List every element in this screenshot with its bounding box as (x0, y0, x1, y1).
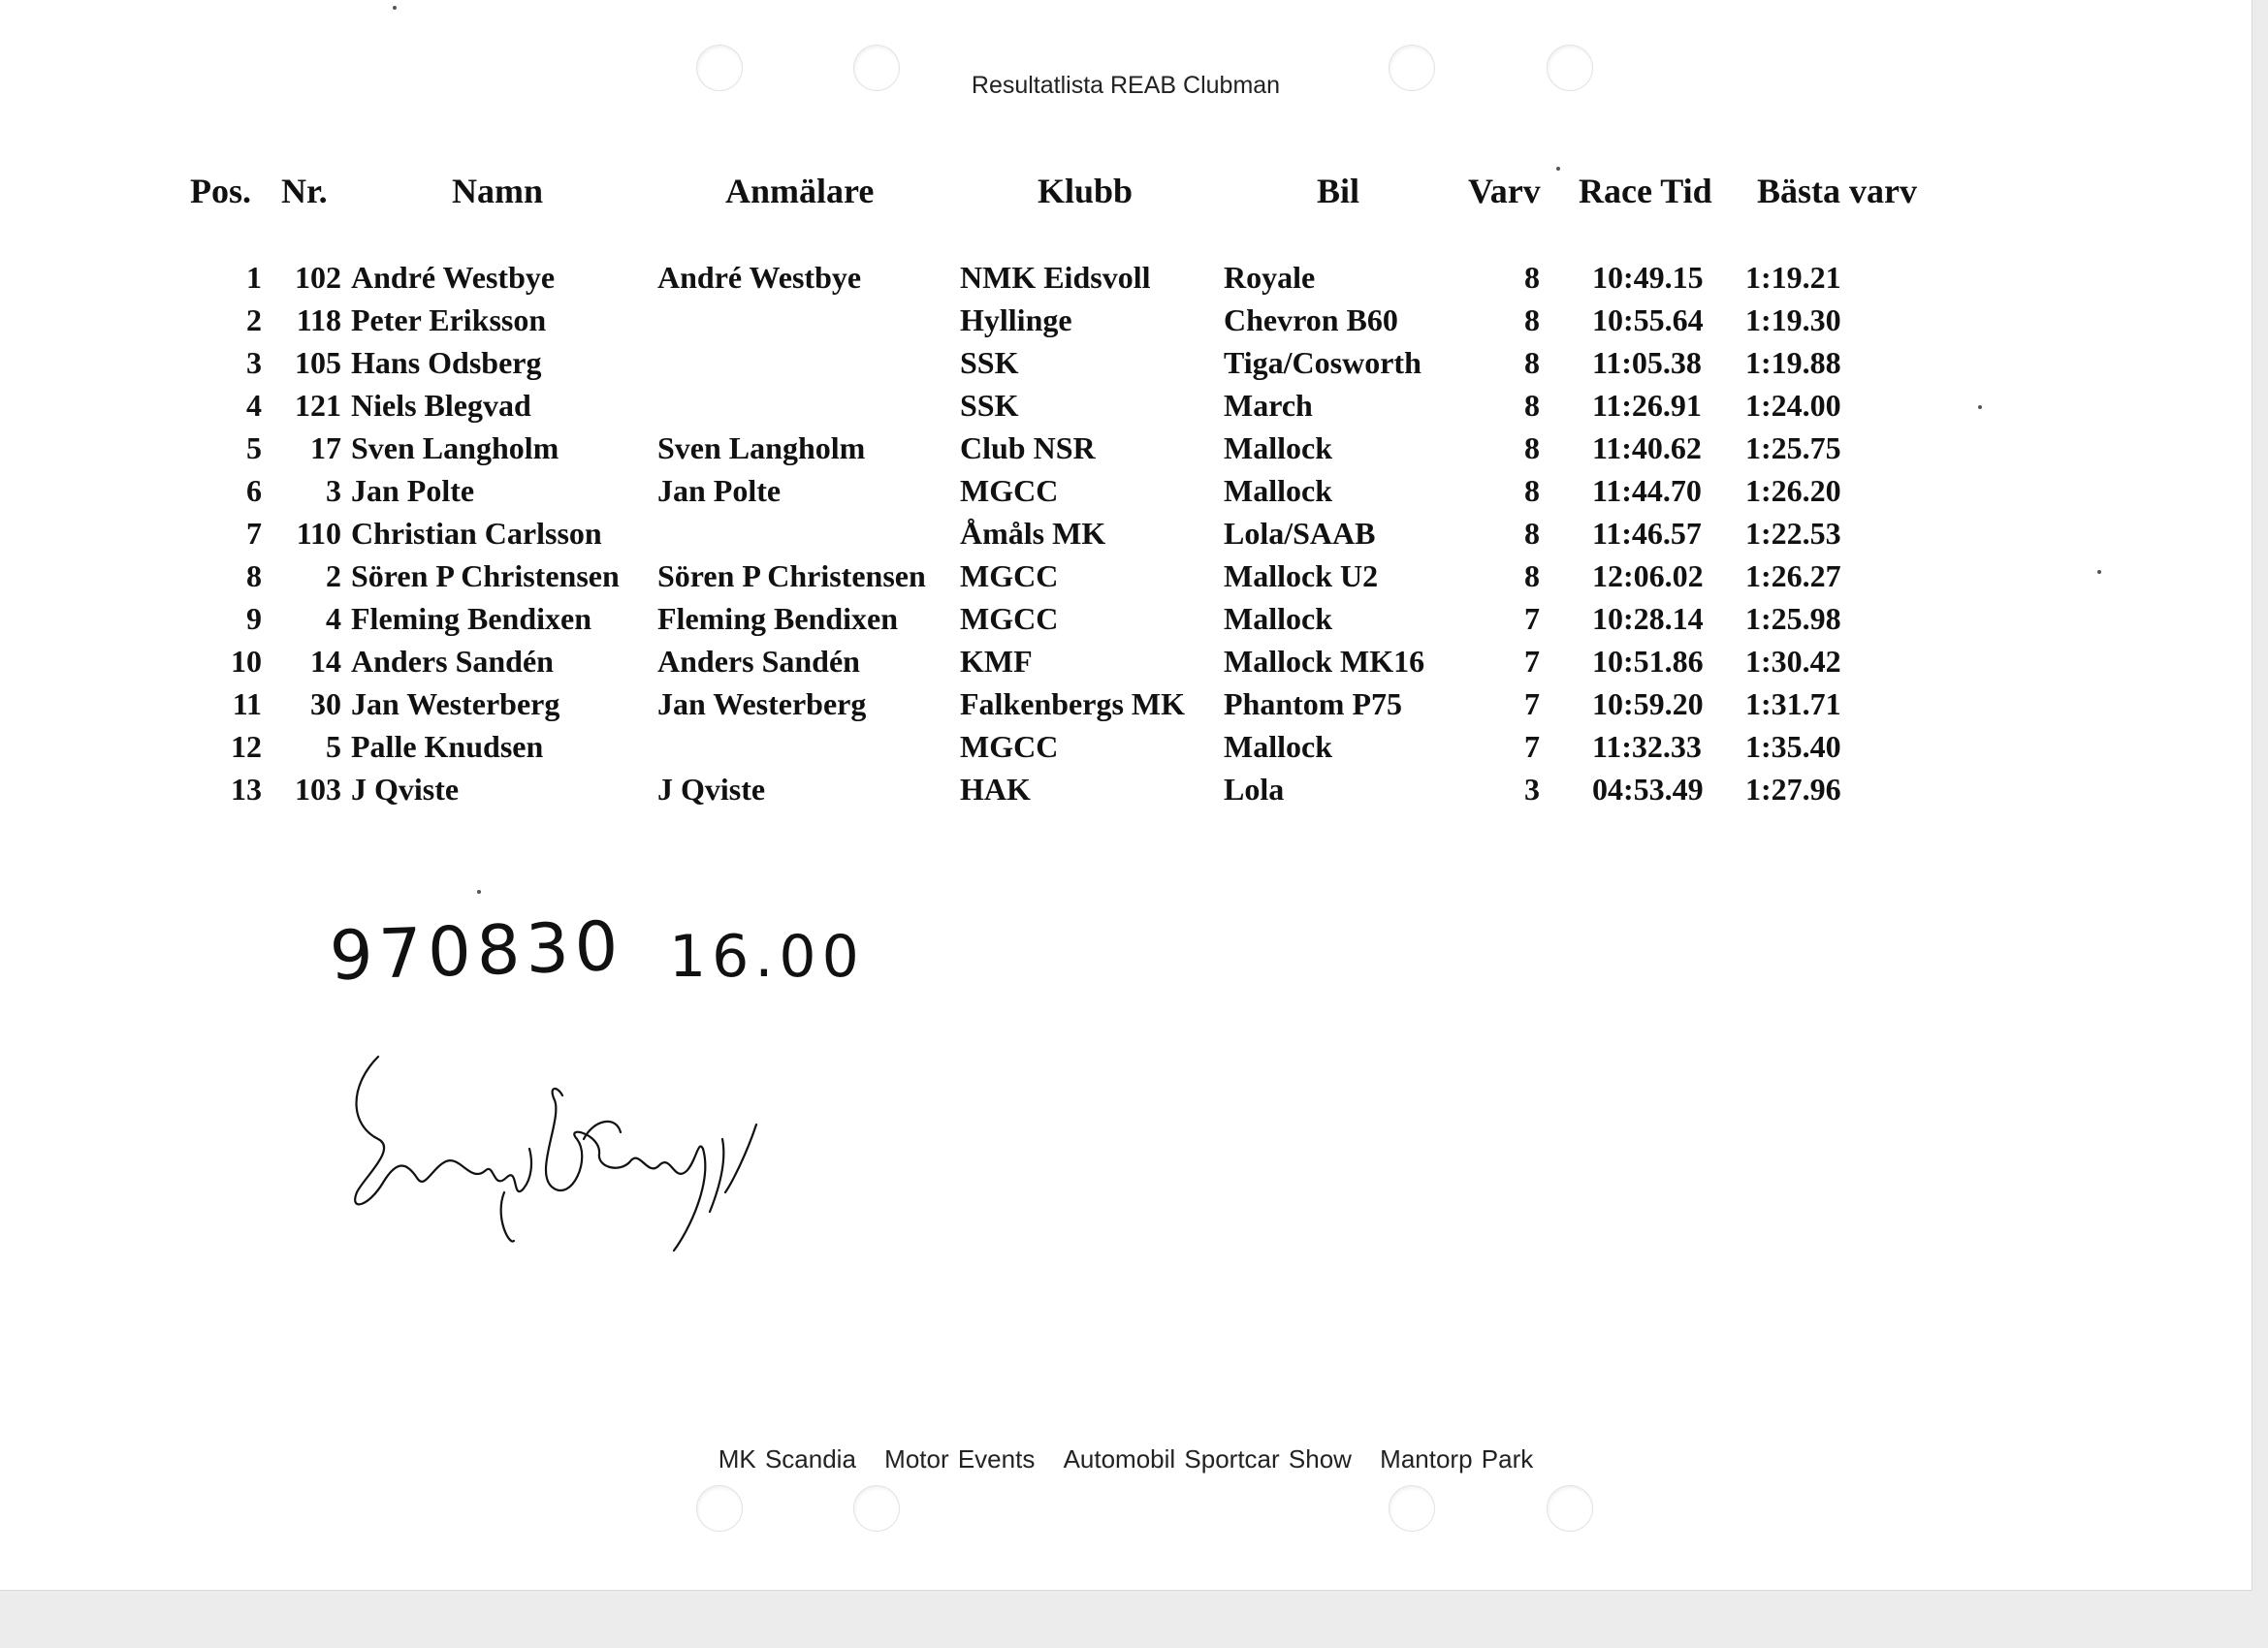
cell-nr: 4 (326, 601, 341, 636)
column-header-pos: Pos. (190, 172, 251, 210)
cell-race-tid: 10:28.14 (1592, 601, 1704, 636)
cell-race-tid: 04:53.49 (1592, 772, 1704, 807)
cell-pos: 9 (246, 601, 262, 636)
cell-nr: 103 (295, 772, 341, 807)
table-row (0, 302, 2252, 345)
cell-anmalare: Jan Polte (657, 473, 782, 508)
cell-anmalare: Fleming Bendixen (657, 601, 899, 636)
punch-hole-bottom-4 (1547, 1485, 1593, 1532)
cell-varv: 3 (1524, 772, 1540, 807)
footer-item: MK Scandia (718, 1444, 856, 1474)
cell-klubb: MGCC (960, 473, 1059, 508)
cell-varv: 7 (1524, 729, 1540, 764)
table-row (0, 388, 2252, 430)
cell-basta-varv: 1:19.21 (1745, 260, 1841, 295)
column-header-nr: Nr. (281, 172, 328, 210)
punch-hole-bottom-1 (696, 1485, 743, 1532)
cell-varv: 8 (1524, 430, 1540, 465)
table-row (0, 345, 2252, 388)
cell-basta-varv: 1:25.98 (1745, 601, 1841, 636)
cell-anmalare: J Qviste (657, 772, 766, 807)
cell-varv: 7 (1524, 686, 1540, 721)
cell-namn: Hans Odsberg (351, 345, 542, 380)
cell-klubb: MGCC (960, 729, 1059, 764)
cell-nr: 17 (310, 430, 341, 465)
cell-nr: 5 (326, 729, 341, 764)
cell-nr: 110 (296, 516, 341, 551)
cell-basta-varv: 1:24.00 (1745, 388, 1841, 423)
table-row (0, 260, 2252, 302)
table-row (0, 644, 2252, 686)
cell-basta-varv: 1:35.40 (1745, 729, 1841, 764)
footer-item: Mantorp Park (1380, 1444, 1534, 1474)
column-header-varv: Varv (1468, 172, 1541, 210)
table-row (0, 516, 2252, 558)
cell-varv: 8 (1524, 516, 1540, 551)
cell-namn: Anders Sandén (351, 644, 554, 679)
cell-basta-varv: 1:22.53 (1745, 516, 1841, 551)
cell-race-tid: 11:05.38 (1592, 345, 1702, 380)
cell-anmalare: André Westbye (657, 260, 862, 295)
cell-klubb: SSK (960, 388, 1019, 423)
cell-bil: Mallock (1224, 601, 1332, 636)
cell-race-tid: 11:26.91 (1592, 388, 1702, 423)
cell-pos: 11 (232, 686, 262, 721)
cell-namn: Jan Polte (351, 473, 475, 508)
cell-nr: 118 (296, 302, 341, 337)
cell-basta-varv: 1:19.88 (1745, 345, 1841, 380)
cell-race-tid: 11:32.33 (1592, 729, 1702, 764)
cell-namn: Niels Blegvad (351, 388, 531, 423)
cell-anmalare: Sven Langholm (657, 430, 866, 465)
punch-hole-bottom-2 (853, 1485, 900, 1532)
cell-namn: Sven Langholm (351, 430, 559, 465)
table-row (0, 601, 2252, 644)
cell-namn: André Westbye (351, 260, 556, 295)
cell-bil: Royale (1224, 260, 1316, 295)
cell-nr: 102 (295, 260, 341, 295)
column-header-klubb: Klubb (1038, 172, 1134, 210)
cell-race-tid: 11:46.57 (1592, 516, 1702, 551)
cell-pos: 13 (231, 772, 262, 807)
punch-hole-bottom-3 (1389, 1485, 1435, 1532)
cell-nr: 105 (295, 345, 341, 380)
cell-namn: Palle Knudsen (351, 729, 544, 764)
cell-bil: Mallock (1224, 473, 1332, 508)
cell-basta-varv: 1:30.42 (1745, 644, 1841, 679)
cell-varv: 8 (1524, 302, 1540, 337)
cell-bil: Mallock (1224, 430, 1332, 465)
cell-race-tid: 11:44.70 (1592, 473, 1702, 508)
cell-namn: Fleming Bendixen (351, 601, 592, 636)
cell-namn: Jan Westerberg (351, 686, 560, 721)
cell-pos: 3 (246, 345, 262, 380)
cell-namn: Peter Eriksson (351, 302, 547, 337)
cell-pos: 10 (231, 644, 262, 679)
table-row (0, 558, 2252, 601)
cell-basta-varv: 1:25.75 (1745, 430, 1841, 465)
cell-varv: 8 (1524, 260, 1540, 295)
cell-klubb: Falkenbergs MK (960, 686, 1185, 721)
cell-race-tid: 11:40.62 (1592, 430, 1702, 465)
cell-bil: Chevron B60 (1224, 302, 1398, 337)
footer-item: Motor Events (884, 1444, 1036, 1474)
table-row (0, 729, 2252, 772)
cell-varv: 7 (1524, 601, 1540, 636)
cell-bil: Tiga/Cosworth (1224, 345, 1421, 380)
cell-varv: 8 (1524, 473, 1540, 508)
cell-race-tid: 10:55.64 (1592, 302, 1704, 337)
cell-nr: 14 (310, 644, 341, 679)
cell-pos: 8 (246, 558, 262, 593)
cell-namn: Christian Carlsson (351, 516, 602, 551)
cell-bil: Lola/SAAB (1224, 516, 1376, 551)
cell-race-tid: 10:59.20 (1592, 686, 1704, 721)
cell-bil: March (1224, 388, 1313, 423)
cell-varv: 8 (1524, 388, 1540, 423)
handwritten-date: 970830 (328, 905, 625, 997)
footer-item: Automobil Sportcar Show (1063, 1444, 1352, 1474)
cell-klubb: KMF (960, 644, 1033, 679)
cell-pos: 1 (246, 260, 262, 295)
cell-bil: Mallock MK16 (1224, 644, 1425, 679)
cell-namn: Sören P Christensen (351, 558, 620, 593)
cell-varv: 7 (1524, 644, 1540, 679)
signature-image (339, 1047, 776, 1260)
cell-pos: 6 (246, 473, 262, 508)
cell-pos: 7 (246, 516, 262, 551)
cell-race-tid: 12:06.02 (1592, 558, 1704, 593)
cell-nr: 3 (326, 473, 341, 508)
cell-klubb: Åmåls MK (960, 516, 1106, 551)
footer (0, 1444, 2252, 1474)
dust-speck (477, 890, 481, 894)
cell-basta-varv: 1:31.71 (1745, 686, 1841, 721)
cell-klubb: NMK Eidsvoll (960, 260, 1151, 295)
cell-anmalare: Sören P Christensen (657, 558, 926, 593)
cell-nr: 2 (326, 558, 341, 593)
table-row (0, 686, 2252, 729)
column-header-race-tid: Race Tid (1579, 172, 1712, 210)
cell-pos: 12 (231, 729, 262, 764)
cell-pos: 2 (246, 302, 262, 337)
cell-nr: 121 (295, 388, 341, 423)
column-header-basta-varv: Bästa varv (1757, 172, 1917, 210)
column-header-anmalare: Anmälare (725, 172, 875, 210)
cell-basta-varv: 1:19.30 (1745, 302, 1841, 337)
column-header-bil: Bil (1317, 172, 1360, 210)
document-title: Resultatlista REAB Clubman (971, 72, 1281, 99)
cell-klubb: MGCC (960, 601, 1059, 636)
cell-basta-varv: 1:26.27 (1745, 558, 1841, 593)
cell-klubb: SSK (960, 345, 1019, 380)
cell-basta-varv: 1:26.20 (1745, 473, 1841, 508)
cell-pos: 5 (246, 430, 262, 465)
cell-klubb: Hyllinge (960, 302, 1072, 337)
handwritten-time: 16.00 (669, 923, 865, 991)
dust-speck (1556, 167, 1560, 171)
cell-bil: Mallock (1224, 729, 1332, 764)
cell-anmalare: Anders Sandén (657, 644, 860, 679)
table-row (0, 430, 2252, 473)
cell-pos: 4 (246, 388, 262, 423)
cell-varv: 8 (1524, 558, 1540, 593)
dust-speck (393, 6, 397, 10)
cell-bil: Phantom P75 (1224, 686, 1402, 721)
cell-varv: 8 (1524, 345, 1540, 380)
cell-klubb: HAK (960, 772, 1031, 807)
column-header-namn: Namn (452, 172, 544, 210)
cell-klubb: Club NSR (960, 430, 1096, 465)
table-row (0, 772, 2252, 814)
cell-basta-varv: 1:27.96 (1745, 772, 1841, 807)
cell-anmalare: Jan Westerberg (657, 686, 867, 721)
cell-klubb: MGCC (960, 558, 1059, 593)
cell-bil: Lola (1224, 772, 1285, 807)
cell-bil: Mallock U2 (1224, 558, 1379, 593)
cell-race-tid: 10:49.15 (1592, 260, 1704, 295)
cell-race-tid: 10:51.86 (1592, 644, 1704, 679)
cell-namn: J Qviste (351, 772, 460, 807)
cell-nr: 30 (310, 686, 341, 721)
table-row (0, 473, 2252, 516)
